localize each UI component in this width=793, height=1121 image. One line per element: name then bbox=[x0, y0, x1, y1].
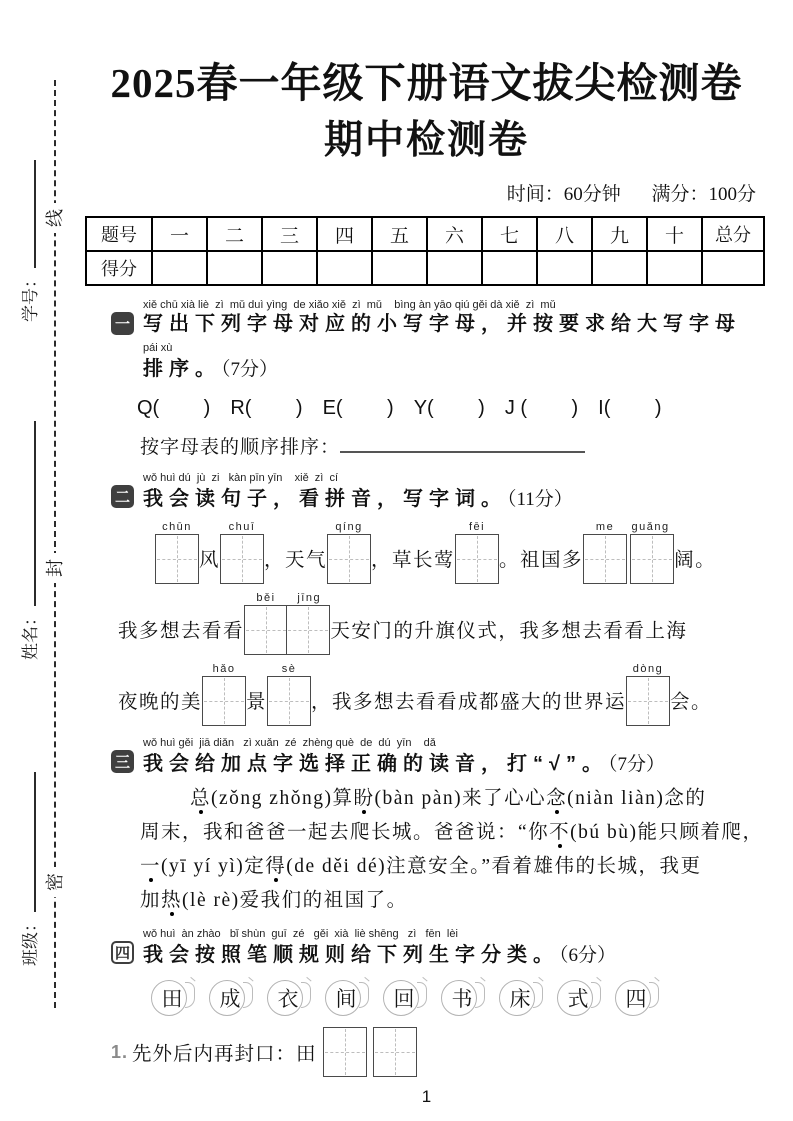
writing-box[interactable] bbox=[327, 534, 371, 584]
score-row-label: 得分 bbox=[86, 251, 152, 285]
score-cell[interactable] bbox=[207, 251, 262, 285]
writing-box-pair bbox=[583, 521, 674, 584]
alphabet-sort-blank[interactable] bbox=[340, 446, 585, 453]
question-1-pinyin: xiě chū xià liè zì mǔ duì yìng de xiǎo xiě zì mǔ bìng àn yāo qiú gěi dà xiě zì mǔ bbox=[143, 299, 556, 312]
question-2-number-icon: 二 bbox=[111, 485, 134, 508]
snail-character: 四 bbox=[612, 977, 660, 1019]
letter-slot-Q[interactable]: Q( ) bbox=[137, 397, 211, 420]
col-1: 一 bbox=[152, 217, 207, 251]
letter-slot-R[interactable]: R( ) bbox=[230, 397, 303, 420]
paper-subtitle: 期中检测卷 bbox=[323, 119, 529, 163]
writing-slot bbox=[627, 521, 674, 584]
writing-box[interactable] bbox=[220, 534, 264, 584]
passage-line bbox=[140, 816, 768, 850]
writing-box[interactable] bbox=[323, 1027, 367, 1077]
letter-slot-I[interactable]: I( ) bbox=[598, 397, 662, 420]
fill-in-row-1 bbox=[85, 521, 768, 584]
writing-box[interactable] bbox=[267, 676, 311, 726]
passage-line bbox=[140, 850, 768, 884]
dotted-character: 不 bbox=[549, 822, 571, 844]
passage-text: (bú bù)能只顾着爬， bbox=[570, 822, 764, 844]
pinyin-label: jīng bbox=[297, 592, 322, 605]
writing-slot bbox=[202, 663, 246, 726]
writing-slot bbox=[288, 592, 330, 655]
writing-box-pair bbox=[244, 592, 330, 655]
writing-box[interactable] bbox=[373, 1027, 417, 1077]
paper-title: 2025春一年级下册语文拔尖检测卷 bbox=[110, 60, 743, 106]
passage-text: (lè rè)爱我们的祖国了。 bbox=[182, 890, 408, 912]
dotted-character: 总 bbox=[190, 788, 212, 810]
snail-character: 床 bbox=[496, 977, 544, 1019]
question-2-score: （11分） bbox=[507, 489, 573, 511]
item-number: 1. bbox=[111, 1041, 129, 1062]
col-3: 三 bbox=[262, 217, 317, 251]
question-number-header: 题号 bbox=[86, 217, 152, 251]
pinyin-label: chuī bbox=[228, 521, 256, 534]
sentence-text: 我多想去看看 bbox=[118, 621, 245, 643]
name-label: 姓名： bbox=[21, 609, 40, 660]
pinyin-label: běi bbox=[256, 592, 276, 605]
col-6: 六 bbox=[427, 217, 482, 251]
snail-character: 式 bbox=[554, 977, 602, 1019]
question-1-pinyin2: pái xù bbox=[143, 342, 173, 355]
question-2-pinyin: wǒ huì dú jù zi kàn pīn yīn xiě zì cí bbox=[143, 472, 339, 485]
pinyin-label: chūn bbox=[162, 521, 192, 534]
letter-answer-row bbox=[85, 397, 768, 420]
score-table bbox=[85, 216, 765, 286]
sentence-text: 风 bbox=[199, 550, 221, 572]
question-3-pinyin: wǒ huì gěi jiā diǎn zì xuǎn zé zhèng què de dú yīn dǎ bbox=[143, 737, 436, 750]
question-1-score: （7分） bbox=[221, 359, 279, 381]
pronunciation-passage bbox=[85, 782, 768, 918]
writing-box[interactable] bbox=[630, 534, 674, 584]
dotted-character: 热 bbox=[161, 890, 183, 912]
alphabet-sort-line bbox=[85, 432, 768, 459]
question-3-score: （7分） bbox=[607, 754, 665, 776]
writing-box[interactable] bbox=[286, 605, 330, 655]
sentence-text: 景 bbox=[246, 692, 268, 714]
question-3-stem bbox=[85, 737, 768, 778]
snail-character: 间 bbox=[322, 977, 370, 1019]
writing-box[interactable] bbox=[583, 534, 627, 584]
writing-slot bbox=[327, 521, 371, 584]
sentence-text: 天安门的升旗仪式，我多想去看看上海 bbox=[330, 621, 688, 643]
sentence-text: 阔。 bbox=[674, 550, 717, 572]
passage-line bbox=[140, 884, 768, 918]
letter-slot-E[interactable]: E( ) bbox=[322, 397, 394, 420]
snail-character: 田 bbox=[148, 977, 196, 1019]
sentence-text: 会。 bbox=[670, 692, 713, 714]
score-cell[interactable] bbox=[482, 251, 537, 285]
col-7: 七 bbox=[482, 217, 537, 251]
writing-box[interactable] bbox=[202, 676, 246, 726]
score-cell[interactable] bbox=[592, 251, 647, 285]
sentence-text: ，草长莺 bbox=[371, 550, 456, 572]
classification-item-1 bbox=[85, 1027, 768, 1077]
question-1-text2: 排序。 bbox=[143, 358, 221, 381]
pinyin-label: guǎng bbox=[631, 521, 670, 534]
total-score-header: 总分 bbox=[702, 217, 764, 251]
pinyin-label: me bbox=[595, 521, 615, 534]
score-cell[interactable] bbox=[537, 251, 592, 285]
dotted-character: 一 bbox=[140, 856, 162, 878]
question-1-stem-line2 bbox=[85, 342, 768, 383]
question-4-pinyin: wǒ huì àn zhào bǐ shùn guī zé gěi xià liè shēng zì fēn lèi bbox=[143, 928, 458, 941]
snail-character: 书 bbox=[438, 977, 486, 1019]
col-5: 五 bbox=[372, 217, 427, 251]
passage-line bbox=[140, 782, 768, 816]
col-4: 四 bbox=[317, 217, 372, 251]
fill-in-row-3 bbox=[85, 663, 768, 726]
passage-text: (de děi dé)注意安全。”看着雄伟的长城，我更 bbox=[286, 856, 702, 878]
character-snail-row bbox=[85, 977, 768, 1019]
dotted-character: 盼 bbox=[353, 788, 375, 810]
dotted-character: 得 bbox=[265, 856, 287, 878]
writing-slot bbox=[626, 663, 670, 726]
seal-char-xian: 线 bbox=[43, 203, 67, 233]
full-score: 满分：100分 bbox=[651, 184, 756, 206]
dotted-character: 念 bbox=[546, 788, 568, 810]
col-9: 九 bbox=[592, 217, 647, 251]
snail-character: 衣 bbox=[264, 977, 312, 1019]
pinyin-label: hǎo bbox=[212, 663, 236, 676]
question-4-stem bbox=[85, 928, 768, 969]
class-field bbox=[16, 772, 41, 966]
passage-text: 周末，我和爸爸一起去爬长城。爸爸说：“你 bbox=[140, 822, 550, 844]
sentence-text: 夜晚的美 bbox=[118, 692, 203, 714]
sentence-text: ，天气 bbox=[264, 550, 328, 572]
passage-text: (bàn pàn)来了心心 bbox=[374, 788, 547, 810]
alphabet-sort-label: 按字母表的顺序排序： bbox=[140, 437, 341, 459]
writing-slot bbox=[244, 592, 288, 655]
score-table-header-row bbox=[86, 217, 764, 251]
passage-text: (niàn liàn)念的 bbox=[567, 788, 707, 810]
col-8: 八 bbox=[537, 217, 592, 251]
score-cell[interactable] bbox=[262, 251, 317, 285]
passage-text: 加 bbox=[140, 890, 162, 912]
snail-character: 回 bbox=[380, 977, 428, 1019]
question-4-score: （6分） bbox=[559, 945, 617, 967]
pinyin-label: dòng bbox=[632, 663, 664, 676]
name-blank[interactable] bbox=[20, 421, 36, 606]
writing-box[interactable] bbox=[455, 534, 499, 584]
question-4-text: 我会按照笔顺规则给下列生字分类。 bbox=[143, 944, 559, 967]
writing-slot bbox=[583, 521, 627, 584]
total-score-cell[interactable] bbox=[702, 251, 764, 285]
score-cell[interactable] bbox=[152, 251, 207, 285]
question-2-stem bbox=[85, 472, 768, 513]
score-cell[interactable] bbox=[647, 251, 702, 285]
score-cell[interactable] bbox=[427, 251, 482, 285]
name-field bbox=[16, 421, 41, 660]
pinyin-label: fēi bbox=[468, 521, 486, 534]
writing-box[interactable] bbox=[626, 676, 670, 726]
question-1-text: 写出下列字母对应的小写字母，并按要求给大写字母 bbox=[143, 313, 741, 336]
letter-slot-J[interactable]: J ( ) bbox=[504, 397, 579, 420]
col-2: 二 bbox=[207, 217, 262, 251]
fill-in-row-2 bbox=[85, 592, 768, 655]
pinyin-label: qíng bbox=[335, 521, 363, 534]
exam-meta bbox=[85, 179, 768, 206]
question-4-number-icon: 四 bbox=[111, 941, 134, 964]
score-cell[interactable] bbox=[372, 251, 427, 285]
score-cell[interactable] bbox=[317, 251, 372, 285]
writing-box[interactable] bbox=[244, 605, 288, 655]
sentence-text: ，我多想去看看成都盛大的世界运 bbox=[311, 692, 627, 714]
main-content bbox=[85, 0, 768, 1107]
writing-slot bbox=[220, 521, 264, 584]
passage-text: (zǒng zhǒng)算 bbox=[211, 788, 354, 810]
sentence-text: 。祖国多 bbox=[499, 550, 584, 572]
item-text: 先外后内再封口：田 bbox=[132, 1044, 317, 1066]
letter-slot-Y[interactable]: Y( ) bbox=[413, 397, 485, 420]
col-10: 十 bbox=[647, 217, 702, 251]
pinyin-label: sè bbox=[281, 663, 297, 676]
question-3-number-icon: 三 bbox=[111, 750, 134, 773]
seal-char-mi: 密 bbox=[43, 867, 67, 897]
passage-text: (yī yí yì)定 bbox=[161, 856, 266, 878]
score-table-score-row bbox=[86, 251, 764, 285]
writing-slot bbox=[267, 663, 311, 726]
student-id-field bbox=[16, 160, 41, 322]
time-limit: 时间：60分钟 bbox=[506, 184, 621, 206]
class-label: 班级： bbox=[21, 915, 40, 966]
question-1-number-icon: 一 bbox=[111, 312, 134, 335]
question-1-stem bbox=[85, 299, 768, 338]
student-id-blank[interactable] bbox=[20, 160, 36, 268]
seal-char-feng: 封 bbox=[43, 553, 67, 583]
snail-character: 成 bbox=[206, 977, 254, 1019]
class-blank[interactable] bbox=[20, 772, 36, 912]
question-2-text: 我会读句子，看拼音，写字词。 bbox=[143, 488, 507, 511]
student-id-label: 学号： bbox=[21, 271, 40, 322]
page-number: 1 bbox=[421, 1087, 432, 1107]
writing-slot bbox=[455, 521, 499, 584]
writing-slot bbox=[155, 521, 199, 584]
writing-box[interactable] bbox=[155, 534, 199, 584]
question-3-text: 我会给加点字选择正确的读音，打“√”。 bbox=[143, 753, 608, 776]
